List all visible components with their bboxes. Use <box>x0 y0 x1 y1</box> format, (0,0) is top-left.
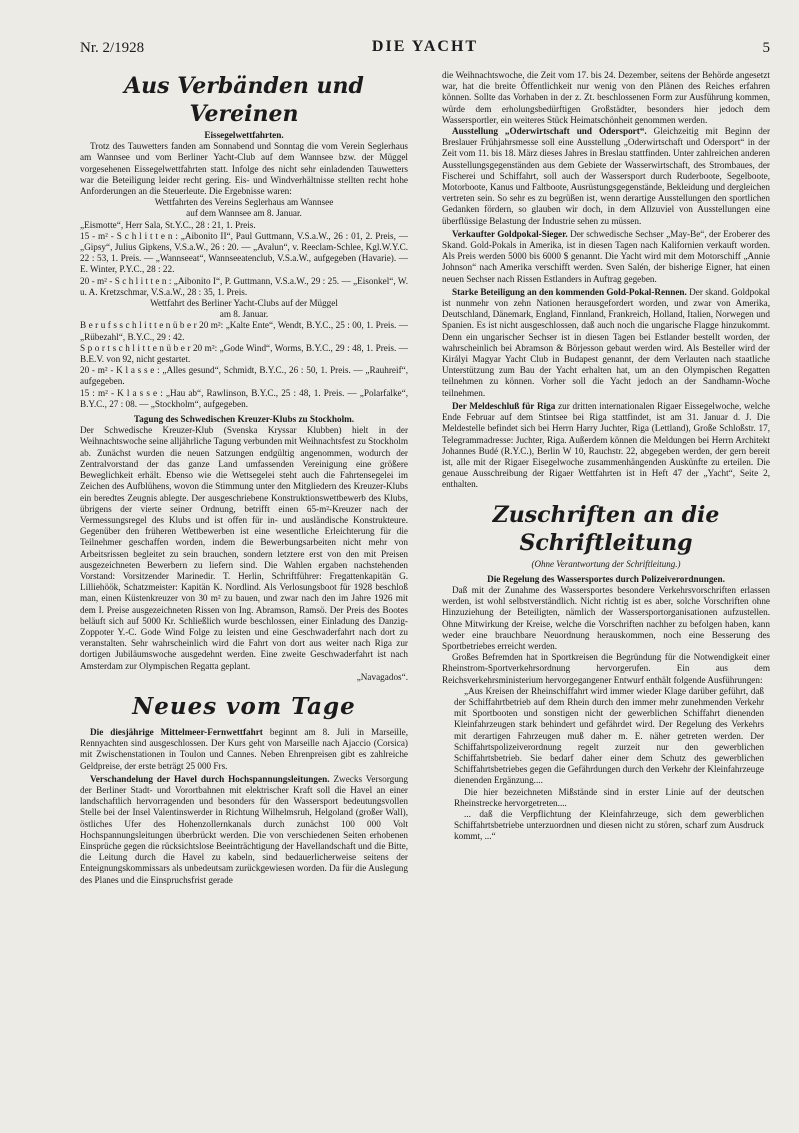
results-title: Wettfahrten des Vereins Seglerhaus am Wannsee <box>154 197 334 208</box>
section-subtitle: (Ohne Verantwortung der Schriftleitung.) <box>531 558 681 569</box>
article-mittelmeer <box>80 727 408 772</box>
article-regelung <box>442 574 770 843</box>
right-column <box>442 70 770 1130</box>
article-heading: Starke Beteiligung an den kommenden Gold-Pokal-Rennen. <box>452 286 687 297</box>
article-text: Zwecks Versorgung der Berliner Stadt- und Vorortbahnen mit elektrischer Kraft soll die Havel an einer landschaftlich hervorragenden und besonders für den Wassersport bedeutungsvollen Stelle bei der Insel Valentinswerder in Richtung Wilhelmsruh, Helgoland (großer Wall), östliches Ufer des Hohenzollernkanals durch zunächst 100 000 Volt Hochspannungsleitungen überbrückt werden. Die von verschiedenen Seiten erhobenen Einsprüche gegen die rücksichtslose Beeinträchtigung der Havellandschaft und die Bitte, die Leitung durch die Havel zu kabeln, sind bedauerlicherweise seitens der Enteignungskommissars als unbedeutsam zurückgewiesen worden. Da für die Auslegung des Planes und die Einspruchsfrist gerade <box>80 773 408 885</box>
issue-number: Nr. 2/1928 <box>80 40 145 56</box>
article-heading: Verschandelung der Havel durch Hochspannungsleitungen. <box>90 773 330 784</box>
article-text: Großes Befremden hat in Sportkreisen die Begründung für die Notwendigkeit einer Rheinstrom-Sportverkehrsordnung hervorgerufen. Ein aus dem Reichsverkehrsministerium hervorgegangener Entwurf enthält folgende Ausführungen: <box>442 652 770 685</box>
result-line: „Eismotte“, Herr Sala, St.Y.C., 28 : 21, 1. Preis. <box>80 219 256 230</box>
result-line: 20 - m² - S c h l i t t e n : „Aibonito I“, P. Guttmann, V.S.a.W., 29 : 25. — „Eisonkel“, W. u. A. Kretzschmar, V.S.a.W., 28 : 35, 1. Preis. <box>80 275 408 297</box>
left-column <box>80 70 408 1130</box>
quote-text: „Aus Kreisen der Rheinschiffahrt wird immer wieder Klage darüber geführt, daß der Schiffahrtbetrieb auf dem Rhein durch den immer mehr zunehmenden Verkehr mit Sportbooten und sonstigen nicht der gewerblichen Schiffahrt dienenden Kleinfahrzeugen stark behindert und gefährdet wird. Der Regelung des Verkehrs mit derartigen Fahrzeugen muß daher m. E. näher getreten werden. Der Schiffahrtspolizeiverordnung regelt zurzeit nur den gewerblichen Schiffahrtsbetrieb. Sie bedarf daher einer dem Schutz des gewerblichen Schiffahrtsbetriebes gegen die Gefährdungen durch den Verkehr der Kleinfahrzeuge dienenden Ergänzung.... <box>454 685 764 786</box>
article-tagung <box>80 414 408 683</box>
page-number: 5 <box>762 40 770 56</box>
article-starke-beteiligung <box>442 287 770 399</box>
article-ausstellung <box>442 126 770 227</box>
section-title-verbaende: Aus Verbänden und Vereinen <box>124 73 364 127</box>
article-text: Gleichzeitig mit Beginn der Breslauer Frühjahrsmesse soll eine Ausstellung „Oderwirtschaft und Odersport“ in der Zeit vom 11. bis 18. März dieses Jahres in Breslau stattfinden. Unter zahlreichen anderen Ausstellungsgegenständen aus dem Gebiete der Wasserwirtschaft, des Strombaues, der Fischerei und Schiffahrt, soll auch der Wassersport durch Ruderboote, Segelboote, Motorboote, Kanus und Faltboote, Ausrüstungsgegenstände, Bekleidung und dergleichen vertreten sein. So sehr es zu begrüßen ist, wenn derartige Ausstellungen den sportlichen Gedanken fördern, so glauben wir doch, in dem Allzuviel von Ausstellungen eine überflüssige Belastung der Industrie sehen zu müssen. <box>442 126 770 226</box>
section-title-zuschriften: Zuschriften an die Schriftleitung <box>492 501 720 556</box>
article-heading: Der Meldeschluß für Riga <box>452 400 556 411</box>
quote-text: ... daß die Verpflichtung der Kleinfahrzeuge, sich dem gewerblichen Schiffahrtsbetriebe unterzuordnen und diesen nicht zu stören, scharf zum Ausdruck kommt, ...“ <box>454 808 764 842</box>
article-heading: Die Regelung des Wassersportes durch Polizeiverordnungen. <box>487 573 725 584</box>
result-line: 20 - m² - K l a s s e : „Alles gesund“, Schmidt, B.Y.C., 26 : 50, 1. Preis. — „Rauhreif“, aufgegeben. <box>80 365 408 387</box>
result-line: 15 : m² - K l a s s e : „Hau ab“, Rawlinson, B.Y.C., 25 : 48, 1. Preis. — „Polarfalke“, B.Y.C., 27 : 08. — „Stockholm“, aufgegeben. <box>80 387 408 409</box>
results-date: auf dem Wannsee am 8. Januar. <box>186 208 302 219</box>
article-text: zur dritten internationalen Rigaer Eissegelwoche, welche Ende Februar auf dem Stintsee bei Riga stattfindet, ist am 31. Januar d. J. Die Meldestelle befindet sich bei Herrn Harry Juchter, Riga (Lettland), Große Schloßstr. 17, Telegrammadresse: Juchter, Riga. Außerdem können die Meldungen bei Herrn Architekt Johannes Budé (R.Y.C.), Berlin W 10, Rauchstr. 22, abgegeben werden, der gern bereit ist, alle mit der Rigaer Eisegelwoche zusammenhängenden Auskünfte zu erteilen. Die genaue Ausschreibung der Rigaer Wettfahrten ist in Heft 47 der „Yacht“, Seite 2, enthalten. <box>442 400 770 490</box>
magazine-title: DIE YACHT <box>371 38 479 55</box>
article-text: Trotz des Tauwetters fanden am Sonnabend und Sonntag die vom Verein Seglerhaus am Wannsee und vom Berliner Yacht-Club auf dem Wannsee bzw. der Müggel vorgesehenen Eissegelwettfahrten statt. Infolge des nicht sehr einladenden Tauwetters war die Beteiligung leider recht gering. Eis- und Windverhältnisse stellten recht hohe Anforderungen an die Steuerleute. Die Ergebnisse waren: <box>80 141 408 197</box>
quote-text: Die hier bezeichneten Mißstände sind in erster Linie auf der deutschen Rheinstrecke hervorgetreten.... <box>454 786 764 808</box>
article-text: Der skand. Goldpokal ist nunmehr von zehn Nationen herausgefordert worden, und zwar von Amerika, Deutschland, Dänemark, England, Finnland, Frankreich, Holland, Italien, Norwegen und Spanien. Es ist nicht ausgeschlossen, daß auch noch die ungarische Flagge hinzukommt. Denn ein ungarischer Sechser ist in diesen Tagen bei Estlander bestellt worden, der wahrscheinlich bei Abramson & Börjesson gebaut werden wird. Als Besteller wird der Királyi Magyar Yacht Club in Budapest genannt, der dem Verlauten nach staatliche Unterstützung zum Bau der Yacht erhalten hat, um an den Olympischen Regatten teilnehmen zu können. Vorher soll die Yacht jedoch an der Sandhamn-Woche teilnehmen. <box>442 286 770 398</box>
results-list <box>80 320 408 410</box>
article-text: Der schwedische Sechser „May-Be“, der Eroberer des Skand. Gold-Pokals in Amerika, ist in diesen Tagen nach Kalifornien verkauft worden. Als Preis werden 5000 bis 6000 $ genannt. Die Yacht wird mit dem Motorschiff „Annie Johnson“ nach Amerika verschifft werden. Sven Salén, der bisherige Eigner, hat einen neuen Sechser nach Rissen Estlanders in Auftrag gegeben. <box>442 228 770 284</box>
article-text: Der Schwedische Kreuzer-Klub (Svenska Kryssar Klubben) hielt in der Weihnachtswoche seine alljährliche Tagung verbunden mit Weihnachtsfest zu Stockholm ab. Zunächst wurden die neuen Satzungen endgültig angenommen, wodurch der Zentralvorstand der das ganze Land umfassenden Vereinigung eine größere Beweglichkeit erhält. Ebenso wie die Wettsegelei steht auch die Fahrtensegelei im Zeichen des Aufblühens, wovon die Stimmung unter den Mitgliedern des Kreuzer-Klubs ein beredtes Zeugnis ablegte. Der ausgeschriebene Konstruktionswettbewerb des Klubs, übrigens der vierte seiner Ordnung, betrifft einen 65-m²-Kreuzer nach der Vermessungsregel des Klubs und ist offen für in- und ausländische Konstrukteure. Gegenüber den früheren Wettbewerben ist eine wesentliche Erleichterung für die Teilnehmer geschaffen worden, indem die Bewerbungsarbeiten nicht mehr von Arbeitsrissen begleitet zu sein brauchen, sondern letztere erst von den mit Preisen ausgezeichneten Bewerbern zu liefern sind. Die Wahlen ergaben nachstehenden Vorstand: Vorsitzender Marinedir. T. Herlin, Schriftführer: Fregattenkapitän G. Lilliehöök, Schatzmeister: Kapitän K. Nordlind. Als Verlosungsboot für 1928 beschloß man, einen Küstenkreuzer von 30 m² zu bauen, und zwar nach den im Jahre 1926 mit dem I. Preise ausgezeichneten Rissen von Ing. Abramson, Ramsö. Der Preis des Bootes beläuft sich auf 5000 Kr. Schließlich wurde beschlossen, einer Einladung des Danzig-Zoppoter Y.-C. Gode Wind Folge zu leisten und eine Geschwaderfahrt nach dort zu veranstalten. Sehr wahrscheinlich wird die Fahrt von dort aus weiter nach Riga zur dortigen Jubiläumswoche ausgedehnt werden. Eine zweite Geschwaderfahrt ist nach Amsterdam zur Olympischen Regatta geplant. <box>80 425 408 671</box>
running-header <box>80 36 770 60</box>
article-text: Daß mit der Zunahme des Wassersportes besondere Verkehrsvorschriften erlassen werden, ist wohl selbstverständlich. Nicht richtig ist es aber, solche Vorschriften ohne Hinzuziehung der Beteiligten, nämlich der Wassersportorganisationen aufzustellen. Ohne Mitwirkung der Kreise, welche die Vorschriften nachher zu befolgen haben, kann weder eine brauchbare Neuordnung herauskommen, noch eine Besserung des Sportbetriebes erreicht werden. <box>442 584 770 651</box>
result-line: S p o r t s c h l i t t e n ü b e r 20 m²: „Gode Wind“, Worms, B.Y.C., 29 : 48, 1. Preis. — B.E.V. von 92, nicht gestartet. <box>80 342 408 365</box>
results-title: Wettfahrt des Berliner Yacht-Clubs auf der Müggel <box>150 298 338 309</box>
article-heading: Tagung des Schwedischen Kreuzer-Klubs zu Stockholm. <box>133 414 355 425</box>
article-heading: Ausstellung „Oderwirtschaft und Odersport“. <box>452 126 647 137</box>
article-signature: „Navagados“. <box>356 671 408 682</box>
article-havel <box>80 774 408 886</box>
article-heading: Verkaufter Goldpokal-Sieger. <box>452 228 568 239</box>
article-eissegel <box>80 130 408 410</box>
article-meldeschluss <box>442 401 770 491</box>
article-heading: Eissegelwettfahrten. <box>204 130 284 140</box>
article-heading: Die diesjährige Mittelmeer-Fernwettfahrt <box>90 726 263 737</box>
result-line: 15 - m² - S c h l i t t e n : „Aibonito II“, Paul Guttmann, V.S.a.W., 26 : 01, 2. Preis, — „Gipsy“, Julius Gipkens, V.S.a.W., 26 : 20. — „Avalun“, v. Reeclam-Schlee, Kgl.W.Y.C. 22 : 53, 1. Preis. — „Wannseeat“, Wannseeatenclub, V.S.a.W., aufgegeben (Havarie). — E. Winter, P.Y.C., 28 : 22. <box>80 230 408 275</box>
result-line: B e r u f s s c h l i t t e n ü b e r 20 m²: „Kalte Ente“, Wendt, B.Y.C., 25 : 00, 1. Preis. — „Rübezahl“, B.Y.C., 29 : 42. <box>80 320 408 342</box>
section-title-neues: Neues vom Tage <box>132 692 356 720</box>
quotation <box>454 686 764 843</box>
results-date: am 8. Januar. <box>219 309 269 320</box>
results-list <box>80 220 408 298</box>
article-text: beginnt am 8. Juli in Marseille, Rennyachten sind ausgeschlossen. Der Kurs geht von Marseille nach Ajaccio (Corsica) mit Zwischenstationen in Toulon und Cannes. Neben Ehrenpreisen gibt es zahlreiche Geldpreise, der erste beträgt 25 000 Frs. <box>80 726 408 771</box>
article-goldpokal <box>442 229 770 285</box>
article-continuation: die Weihnachtswoche, die Zeit vom 17. bis 24. Dezember, seitens der Behörde angesetzt war, hat die breite Öffentlichkeit nur wenig von den Plänen des Reiches erfahren können. Sollte das Vorhaben in der z. Zt. beschlossenen Form zur Ausführung kommen, würde dem erholungsbedürftigen Großstädter, besonders hier jedoch dem Wassersportler, ein weiteres Stück Heimatschönheit genommen werden. <box>442 70 770 125</box>
